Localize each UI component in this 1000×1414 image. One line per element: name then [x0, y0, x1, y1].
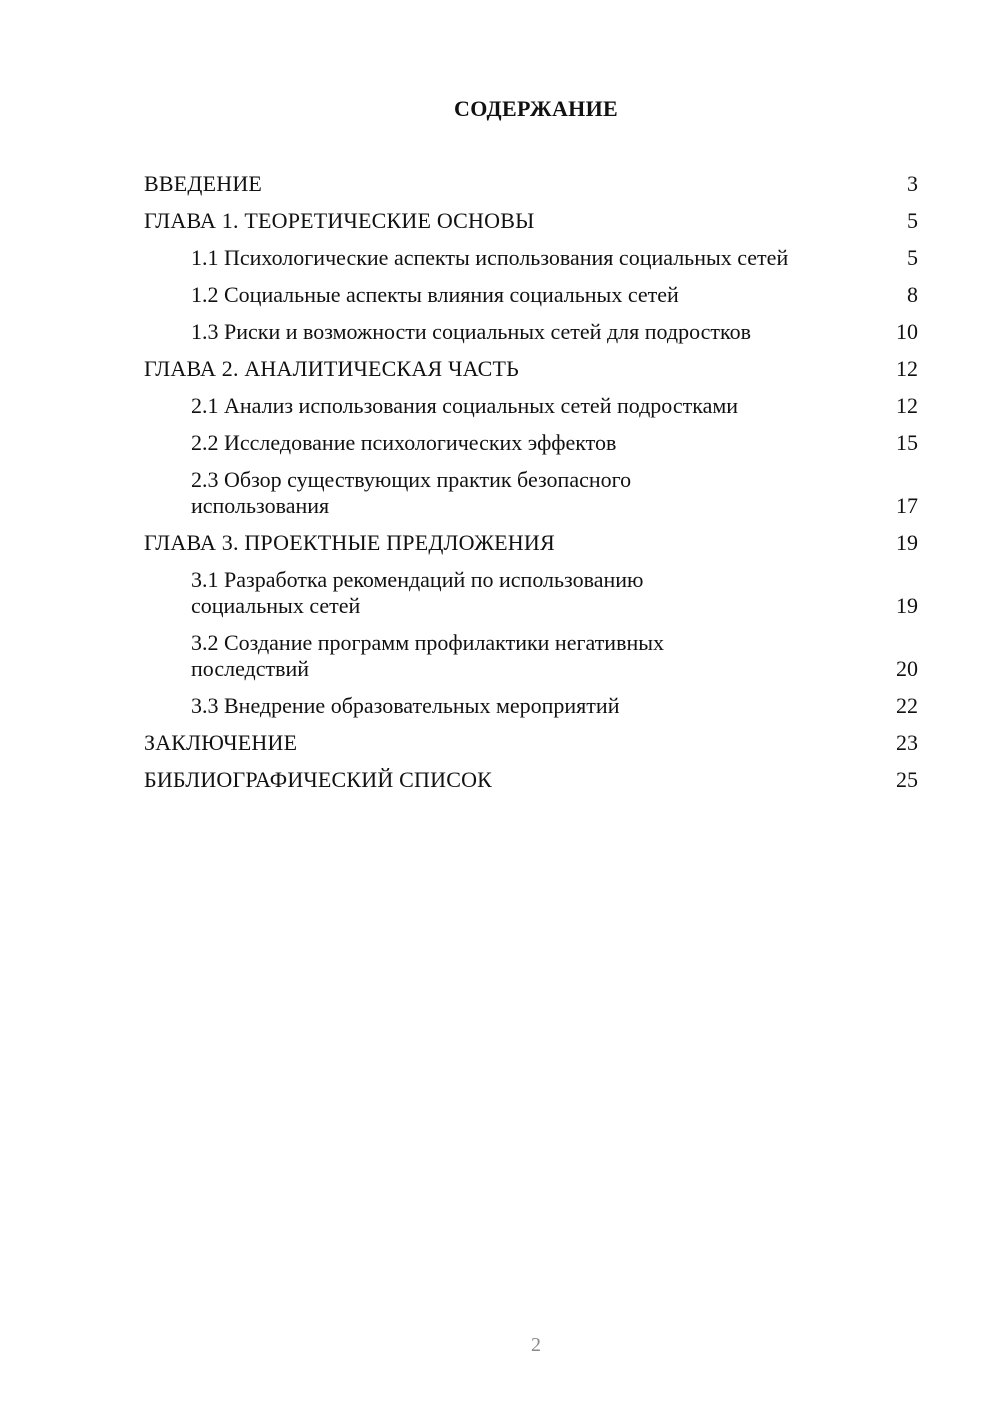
toc-entry-page: 10 — [896, 319, 918, 344]
toc-entry-introduction[interactable] — [144, 171, 918, 197]
toc-entry-section-3-3[interactable] — [144, 693, 918, 719]
toc-entry-page: 12 — [896, 356, 918, 381]
toc-entry-page: 17 — [896, 493, 918, 518]
toc-entry-page: 5 — [907, 245, 918, 270]
toc-entry-page: 12 — [896, 393, 918, 418]
toc-entry-text: 3.2 Создание программ профилактики негативных последствий — [191, 630, 665, 681]
toc-entry-text: ГЛАВА 1. ТЕОРЕТИЧЕСКИЕ ОСНОВЫ — [144, 208, 535, 233]
toc-entry-text: 2.2 Исследование психологических эффектов — [191, 430, 617, 455]
toc-entry-page: 20 — [896, 656, 918, 681]
toc-entry-text: 1.3 Риски и возможности социальных сетей для подростков — [191, 319, 751, 344]
table-of-contents — [144, 171, 918, 804]
toc-entry-chapter-2[interactable] — [144, 356, 918, 382]
toc-entry-section-2-2[interactable] — [144, 430, 918, 456]
toc-entry-page: 22 — [896, 693, 918, 718]
toc-entry-page: 15 — [896, 430, 918, 455]
toc-entry-section-1-3[interactable] — [144, 319, 918, 345]
toc-entry-text: ГЛАВА 2. АНАЛИТИЧЕСКАЯ ЧАСТЬ — [144, 356, 519, 381]
toc-entry-page: 19 — [896, 530, 918, 555]
toc-entry-page: 8 — [907, 282, 918, 307]
toc-entry-text: 3.1 Разработка рекомендаций по использованию социальных сетей — [191, 567, 644, 618]
toc-entry-text: 2.1 Анализ использования социальных сетей подростками — [191, 393, 739, 418]
toc-entry-text: 1.1 Психологические аспекты использования социальных сетей — [191, 245, 789, 270]
toc-entry-section-1-1[interactable] — [144, 245, 918, 271]
toc-entry-text: БИБЛИОГРАФИЧЕСКИЙ СПИСОК — [144, 767, 493, 792]
toc-entry-section-1-2[interactable] — [144, 282, 918, 308]
toc-entry-chapter-1[interactable] — [144, 208, 918, 234]
toc-title: СОДЕРЖАНИЕ — [454, 96, 618, 121]
toc-entry-text: ВВЕДЕНИЕ — [144, 171, 263, 196]
toc-entry-section-3-1[interactable] — [144, 567, 918, 619]
toc-entry-conclusion[interactable] — [144, 730, 918, 756]
toc-entry-page: 23 — [896, 730, 918, 755]
toc-entry-section-2-1[interactable] — [144, 393, 918, 419]
toc-entry-bibliography[interactable] — [144, 767, 918, 793]
toc-entry-text: ГЛАВА 3. ПРОЕКТНЫЕ ПРЕДЛОЖЕНИЯ — [144, 530, 555, 555]
toc-entry-text: ЗАКЛЮЧЕНИЕ — [144, 730, 298, 755]
toc-entry-section-2-3[interactable] — [144, 467, 918, 519]
toc-entry-chapter-3[interactable] — [144, 530, 918, 556]
toc-entry-page: 19 — [896, 593, 918, 618]
page-number: 2 — [531, 1334, 541, 1356]
toc-entry-page: 5 — [907, 208, 918, 233]
toc-entry-text: 1.2 Социальные аспекты влияния социальных сетей — [191, 282, 679, 307]
toc-entry-page: 3 — [907, 171, 918, 196]
toc-entry-text: 3.3 Внедрение образовательных мероприятий — [191, 693, 620, 718]
toc-entry-page: 25 — [896, 767, 918, 792]
toc-entry-text: 2.3 Обзор существующих практик безопасного использования — [191, 467, 632, 518]
toc-entry-section-3-2[interactable] — [144, 630, 918, 682]
